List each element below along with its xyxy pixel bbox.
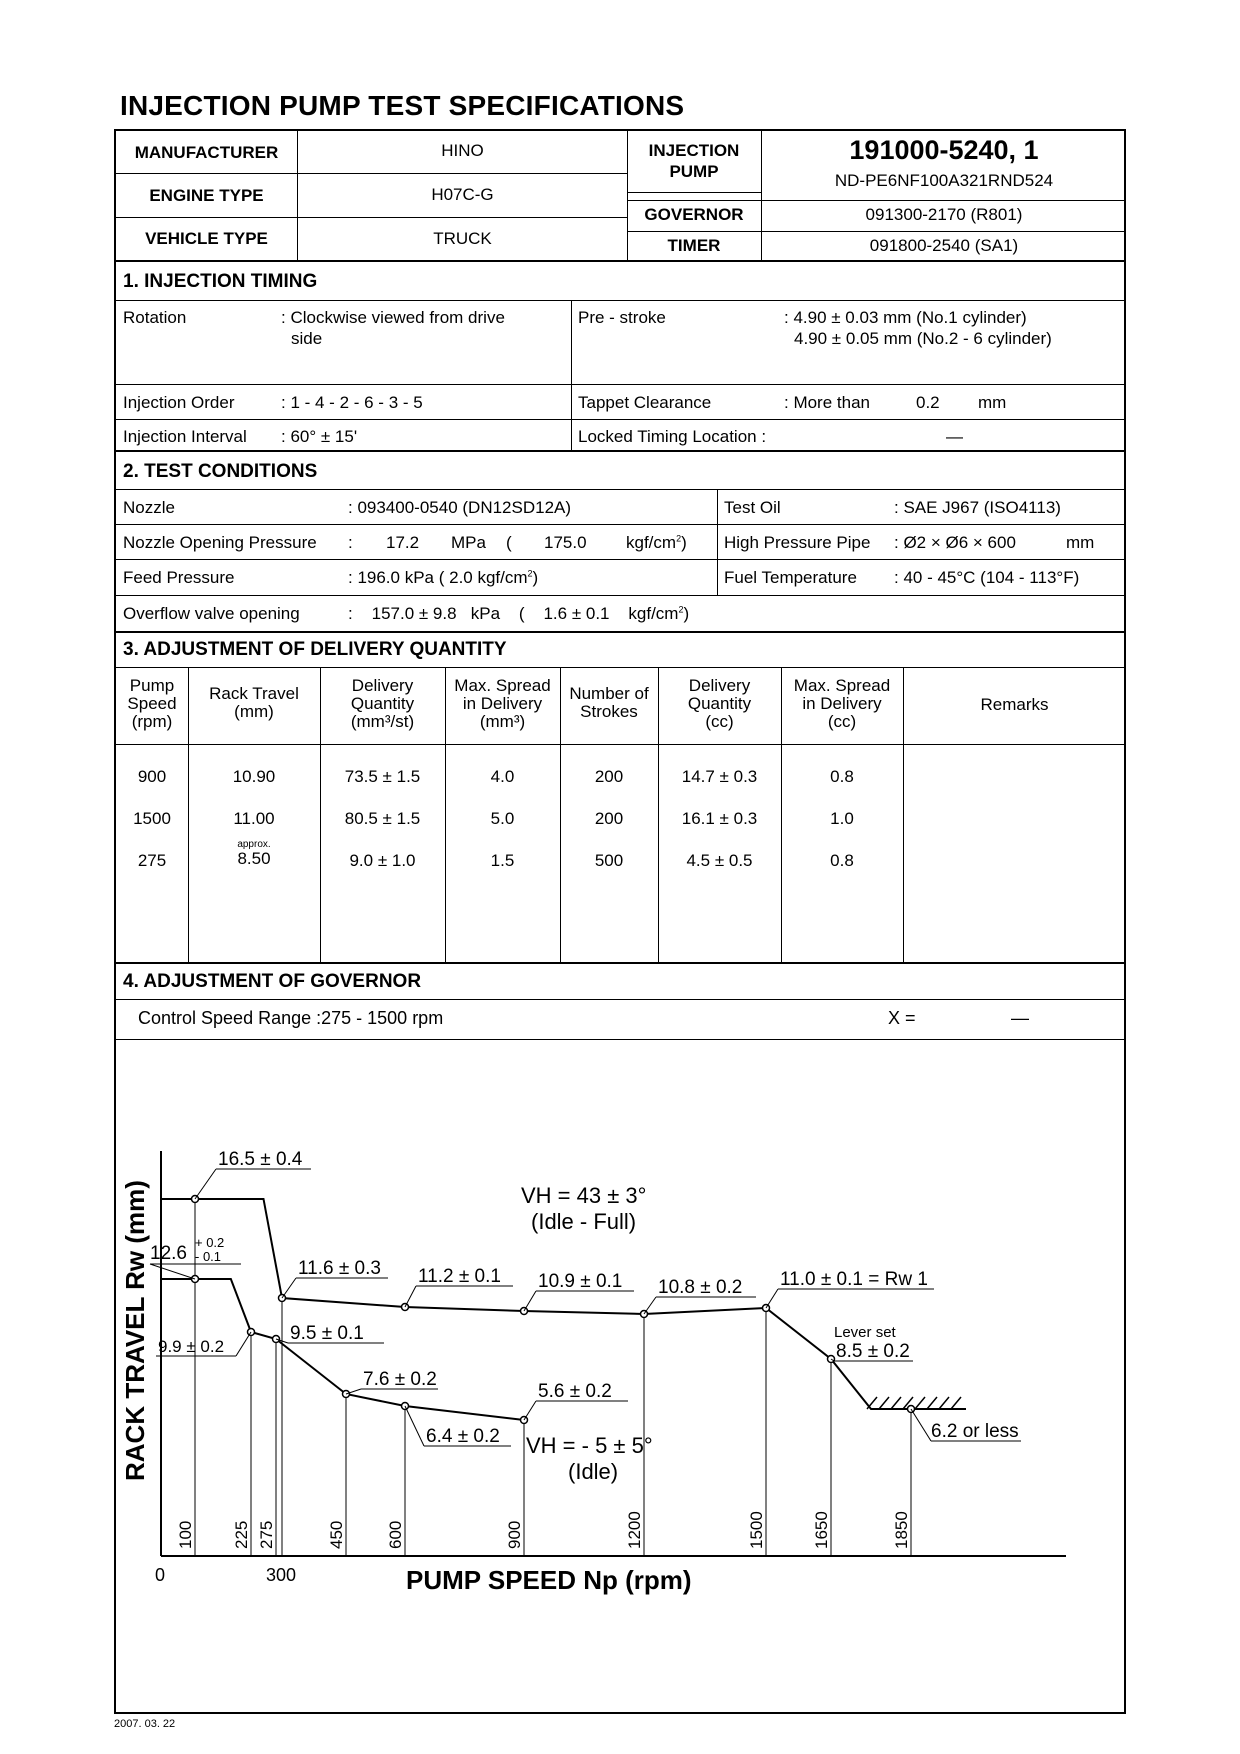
injection-pump-label: INJECTION PUMP (648, 141, 740, 181)
table-cell: 11.00 (233, 809, 275, 828)
tappet-unit: mm (978, 393, 1007, 412)
injection-interval-value: : 60° ± 15' (281, 427, 358, 446)
annotation-label: VH = 43 ± 3° (521, 1183, 647, 1208)
col-number-of-strokes (560, 685, 658, 721)
col-ms-l3: (mm³) (479, 712, 526, 731)
table-cell: 900 (137, 767, 167, 786)
feed-pressure-label: Feed Pressure (123, 568, 235, 587)
nop-kgf-unit-text: kgf/cm (626, 533, 677, 552)
vehicle-type-value: TRUCK (433, 229, 492, 248)
col-pump-speed-l1: Pump (129, 676, 175, 695)
col-rack-travel-l1: Rack Travel (209, 684, 299, 703)
nop-kgf-value: 175.0 (544, 533, 587, 552)
high-pressure-pipe-value: : Ø2 × Ø6 × 600 (894, 533, 1016, 552)
stop-hatch (915, 1397, 925, 1409)
col-dq-l2: Quantity (350, 694, 415, 713)
tappet-value: 0.2 (916, 393, 940, 412)
col-dqcc-l2: Quantity (687, 694, 752, 713)
stop-hatch (951, 1397, 961, 1409)
annotation-label: - 0.1 (195, 1249, 222, 1264)
leader-line (236, 1332, 251, 1356)
timer-label: TIMER (667, 236, 721, 255)
x-tick-label: 1650 (812, 1511, 831, 1549)
leader-line (524, 1291, 536, 1311)
table-cell: 275 (137, 851, 167, 870)
nozzle-value: : 093400-0540 (DN12SD12A) (348, 498, 572, 517)
col-ns-l2: Strokes (580, 702, 638, 721)
rotation-label: Rotation (123, 308, 187, 327)
annotation-label: Lever set (834, 1324, 896, 1341)
locked-timing-value: — (946, 427, 963, 446)
x-tick-label: 900 (505, 1520, 524, 1549)
x-tick-label: 300 (266, 1565, 297, 1585)
x-tick-label: 0 (155, 1565, 166, 1585)
leader-line (766, 1289, 778, 1308)
nop-kgf-unit: kgf/$cm^2$) (626, 533, 687, 552)
annotation-label: 12.6 (150, 1243, 187, 1264)
spec-sheet-frame (114, 129, 1126, 1714)
fuel-temperature-label: Fuel Temperature (724, 568, 857, 587)
section-2-heading: 2. TEST CONDITIONS (123, 461, 318, 482)
annotation-label: 5.6 ± 0.2 (538, 1381, 612, 1402)
x-tick-label: 100 (176, 1520, 195, 1549)
tappet-prefix: : More than (784, 393, 870, 412)
col-remarks: Remarks (980, 695, 1049, 714)
annotation-label: 10.8 ± 0.2 (658, 1277, 743, 1298)
col-delivery-quantity-cc (658, 677, 781, 731)
x-tick-label: 600 (386, 1520, 405, 1549)
table-cell: 0.8 (830, 851, 854, 870)
nop-colon: : (348, 533, 353, 552)
col-dqcc-l3: (cc) (705, 712, 734, 731)
col-delivery-quantity-mm3 (320, 677, 445, 731)
table-cell: 73.5 ± 1.5 (344, 767, 421, 786)
section-3-heading: 3. ADJUSTMENT OF DELIVERY QUANTITY (123, 639, 507, 660)
tappet-clearance-label: Tappet Clearance (578, 393, 712, 412)
x-tick-label: 1500 (747, 1511, 766, 1549)
table-cell: 4.0 (490, 767, 515, 786)
prestroke-label: Pre - stroke (578, 308, 666, 327)
annotation-label: (Idle - Full) (531, 1209, 637, 1234)
y-axis-title: RACK TRAVEL Rw (mm) (120, 1180, 150, 1481)
table-cell: 500 (594, 851, 624, 870)
test-oil-value: : SAE J967 (ISO4113) (894, 498, 1061, 517)
annotation-label: 6.4 ± 0.2 (426, 1426, 500, 1447)
nop-paren: ( (506, 533, 512, 552)
x-label: X = (888, 1008, 916, 1028)
annotation-label: 11.2 ± 0.1 (418, 1266, 501, 1287)
section-4-heading: 4. ADJUSTMENT OF GOVERNOR (123, 971, 422, 992)
vehicle-type-label: VEHICLE TYPE (145, 229, 268, 248)
col-max-spread-mm3 (445, 677, 560, 731)
high-pressure-pipe-unit: mm (1066, 533, 1095, 552)
engine-type-value: H07C-G (431, 185, 494, 204)
annotation-label: 6.2 or less (931, 1421, 1019, 1442)
prestroke-value-line2: 4.90 ± 0.05 mm (No.2 - 6 cylinder) (794, 329, 1052, 348)
table-cell: 80.5 ± 1.5 (344, 809, 421, 828)
document-title: INJECTION PUMP TEST SPECIFICATIONS (120, 90, 685, 121)
fuel-temperature-value: : 40 - 45°C (104 - 113°F) (894, 568, 1080, 587)
x-tick-label: 1850 (892, 1511, 911, 1549)
leader-line (911, 1409, 931, 1441)
feed-pressure-value: : 196.0 kPa ( 2.0 kgf/$cm^2$) (348, 568, 539, 587)
annotation-label: 11.0 ± 0.1 = Rw 1 (780, 1269, 928, 1290)
rotation-value-line2: side (291, 329, 323, 348)
control-speed-range: Control Speed Range :275 - 1500 rpm (138, 1008, 444, 1028)
table-cell: 200 (594, 767, 624, 786)
col-ms-l2: in Delivery (462, 694, 543, 713)
pump-number: 191000-5240, 1 (849, 135, 1039, 165)
annotation-label: 8.5 ± 0.2 (836, 1341, 910, 1362)
x-tick-label: 450 (327, 1520, 346, 1549)
nozzle-opening-pressure-label: Nozzle Opening Pressure (123, 533, 317, 552)
annotation-label: VH = - 5 ± 5° (526, 1433, 653, 1458)
engine-type-label: ENGINE TYPE (149, 186, 264, 205)
table-cell: 5.0 (490, 809, 515, 828)
col-mscc-l3: (cc) (827, 712, 857, 731)
locked-timing-label: Locked Timing Location : (578, 427, 767, 446)
col-dq-l3: (mm³/st) (350, 712, 415, 731)
table-cell: 16.1 ± 0.3 (681, 809, 758, 828)
rotation-value: : Clockwise viewed from drive (281, 308, 505, 327)
overflow-valve-text: : 157.0 ± 9.8 kPa ( 1.6 ± 0.1 kgf/cm (348, 604, 679, 623)
col-pump-speed-l3: (rpm) (131, 712, 173, 731)
col-rack-travel-l2: (mm) (234, 702, 274, 721)
footer-date: 2007. 03. 22 (114, 1718, 176, 1730)
leader-line (405, 1406, 424, 1446)
overflow-valve-value: : 157.0 ± 9.8 kPa ( 1.6 ± 0.1 kgf/$cm^2$) (348, 604, 690, 623)
high-pressure-pipe-label: High Pressure Pipe (724, 533, 871, 552)
table-cell: 9.0 ± 1.0 (349, 851, 416, 870)
approx-note: approx. (237, 839, 271, 850)
table-cell: 1.5 (490, 851, 515, 870)
stop-hatch (891, 1397, 901, 1409)
leader-line (195, 1169, 216, 1199)
manufacturer-label: MANUFACTURER (134, 143, 279, 162)
table-cell: 1500 (133, 809, 171, 828)
x-tick-label: 275 (257, 1520, 276, 1549)
leader-line (524, 1401, 536, 1420)
table-cell: 8.50 (237, 849, 271, 868)
col-dq-l1: Delivery (351, 676, 414, 695)
table-cell: 200 (594, 809, 624, 828)
leader-line (150, 1264, 195, 1279)
test-oil-label: Test Oil (724, 498, 781, 517)
col-dqcc-l1: Delivery (688, 676, 751, 695)
x-value: — (1011, 1008, 1029, 1028)
annotation-label: 7.6 ± 0.2 (363, 1369, 437, 1390)
governor-value: 091300-2170 (R801) (865, 205, 1023, 224)
nop-mpa-value: 17.2 (386, 533, 420, 552)
col-ns-l1: Number of (569, 684, 649, 703)
x-tick-label: 225 (232, 1520, 251, 1549)
stop-hatch (879, 1397, 889, 1409)
nozzle-label: Nozzle (123, 498, 175, 517)
feed-pressure-text: : 196.0 kPa ( 2.0 kgf/cm (348, 568, 528, 587)
nop-mpa-unit: MPa (451, 533, 486, 552)
col-max-spread-cc (781, 677, 903, 731)
leader-line (405, 1286, 416, 1307)
leader-line (644, 1297, 656, 1314)
annotation-label: 11.6 ± 0.3 (298, 1258, 381, 1279)
stop-hatch (867, 1397, 877, 1409)
injection-order-label: Injection Order (123, 393, 235, 412)
x-axis-title: PUMP SPEED Np (rpm) (406, 1565, 692, 1595)
col-mscc-l2: in Delivery (802, 694, 882, 713)
annotation-label: 16.5 ± 0.4 (218, 1149, 303, 1170)
overflow-valve-label: Overflow valve opening (123, 604, 300, 623)
annotation-label: 10.9 ± 0.1 (538, 1271, 623, 1292)
table-cell: 1.0 (830, 809, 854, 828)
annotation-label: 9.9 ± 0.2 (158, 1337, 225, 1356)
table-cell: 4.5 ± 0.5 (686, 851, 753, 870)
table-cell: 10.90 (232, 767, 276, 786)
injection-order-value: : 1 - 4 - 2 - 6 - 3 - 5 (281, 393, 423, 412)
pump-model: ND-PE6NF100A321RND524 (834, 171, 1054, 190)
manufacturer-value: HINO (441, 141, 484, 160)
col-pump-speed (116, 677, 188, 731)
stop-hatch (927, 1397, 937, 1409)
section-1-heading: 1. INJECTION TIMING (123, 271, 318, 292)
table-cell: 0.8 (830, 767, 854, 786)
col-pump-speed-l2: Speed (127, 694, 177, 713)
col-rack-travel (188, 685, 320, 721)
table-cell: 14.7 ± 0.3 (681, 767, 758, 786)
injection-interval-label: Injection Interval (123, 427, 247, 446)
timer-value: 091800-2540 (SA1) (869, 236, 1019, 255)
x-tick-label: 1200 (625, 1511, 644, 1549)
col-ms-l1: Max. Spread (454, 676, 551, 695)
annotation-label: + 0.2 (195, 1235, 225, 1250)
prestroke-value: : 4.90 ± 0.03 mm (No.1 cylinder) (784, 308, 1027, 327)
annotation-label: (Idle) (568, 1459, 619, 1484)
stop-hatch (939, 1397, 949, 1409)
governor-label: GOVERNOR (644, 205, 744, 224)
leader-line (282, 1278, 296, 1298)
governor-chart (116, 1111, 1126, 1711)
annotation-label: 9.5 ± 0.1 (290, 1323, 364, 1344)
col-mscc-l1: Max. Spread (793, 676, 891, 695)
